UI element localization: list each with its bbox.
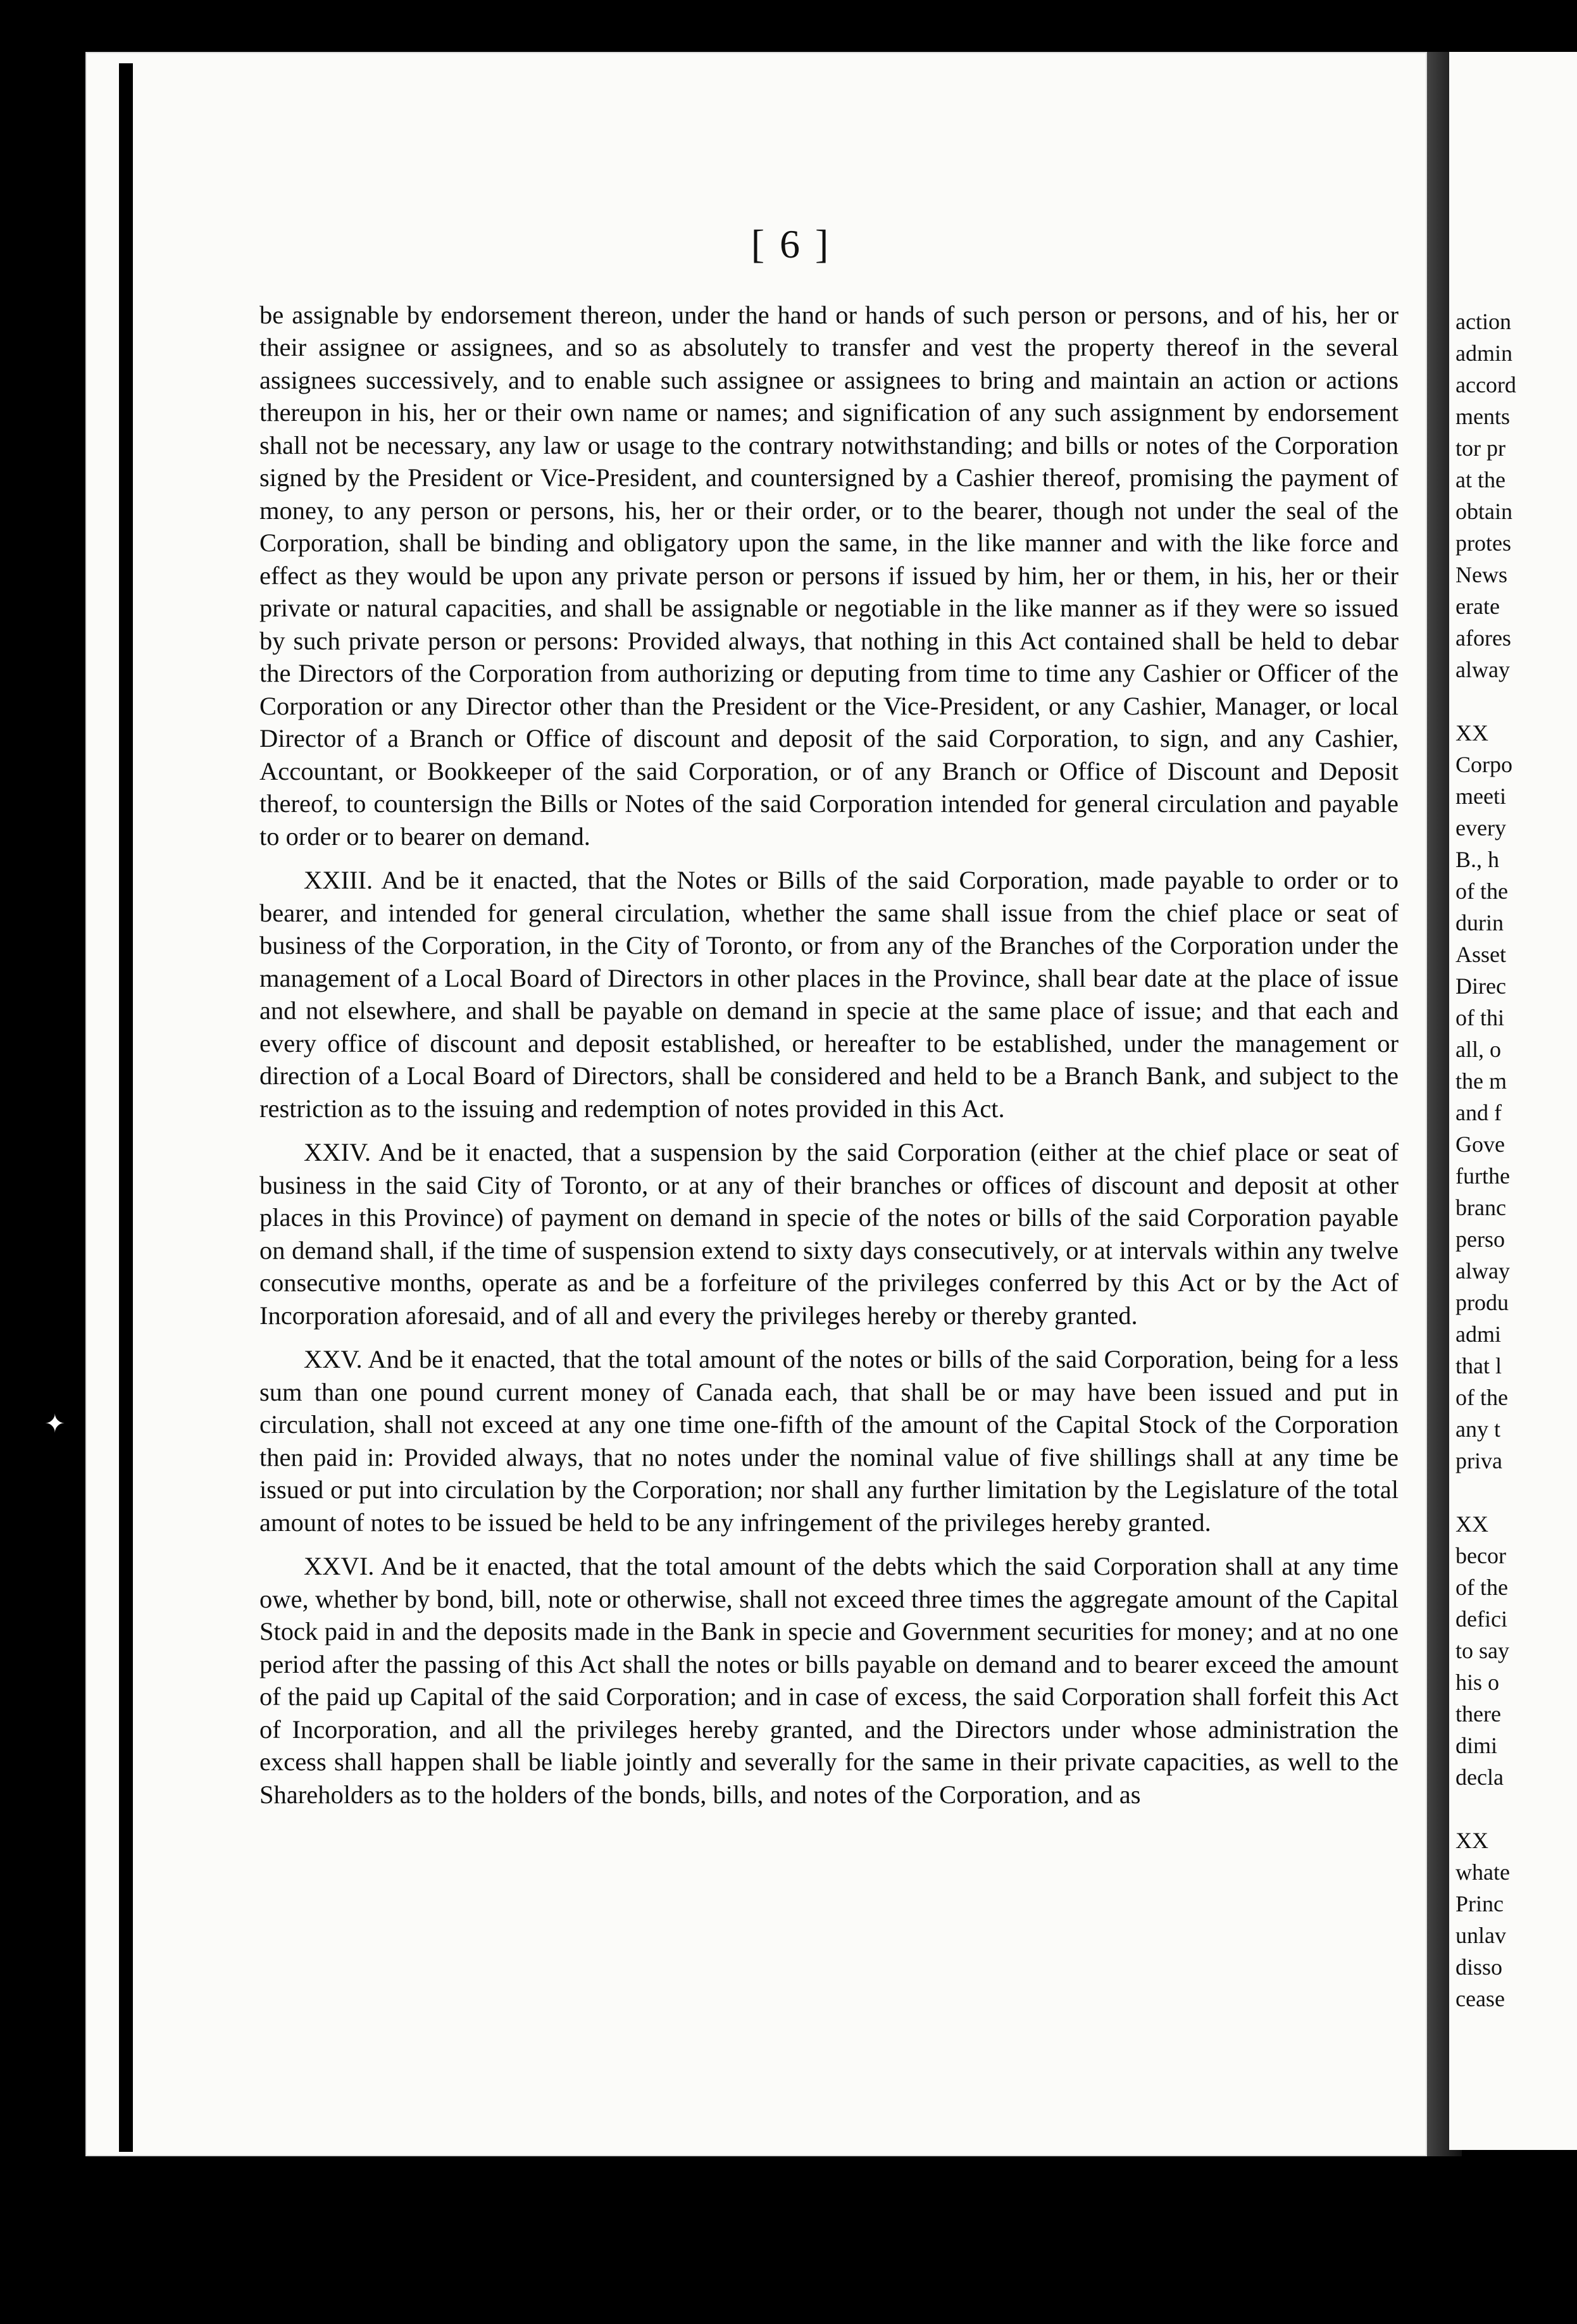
adjacent-page-fragment: of the bbox=[1455, 878, 1508, 904]
adjacent-page-fragment: B., h bbox=[1455, 847, 1500, 872]
adjacent-page-fragment: meeti bbox=[1455, 784, 1506, 809]
adjacent-page-fragment: at the bbox=[1455, 467, 1505, 492]
adjacent-page-fragment: priva bbox=[1455, 1448, 1502, 1473]
paragraph-continuation: be assignable by endorsement thereon, under the hand or hands of such person or persons, and of his, her or their assignee or assignees, and so as absolutely to transfer and vest the property thereof in the several assignees successively, and to enable such assignee or assignees to bring and maintain an action or actions thereupon in his, her or their own name or names; and signification of any such assignment by endorsement shall not be necessary, any law or usage to the contrary notwithstanding; and bills or notes of the Corporation signed by the President or Vice-President, and countersigned by a Cashier thereof, promising the payment of money, to any person or persons, his, her or their order, or to the bearer, though not under the seal of the Corporation, shall be binding and obligatory upon the same, in the like manner and with the like force and effect as they would be upon any private person or persons if issued by him, her or them, in his, her or their private or natural capacities, and shall be assignable or negotiable in the like manner as if they were so issued by such private person or persons: Provided always, that nothing in this Act contained shall be held to debar the Directors of the Corporation from authorizing or deputing from time to time any Cashier or Officer of the Corporation or any Director other than the President or the Vice-President, or any Cashier, Manager, or local Director of a Branch or Office of discount and deposit of the said Corporation, to sign, and any Cashier, Accountant, or Bookkeeper of the said Corporation, or of any Branch or Office of Discount and Deposit thereof, to countersign the Bills or Notes of the said Corporation intended for general circulation and payable to order or to bearer on demand. bbox=[259, 300, 1399, 851]
adjacent-page-fragment: produ bbox=[1455, 1290, 1509, 1315]
adjacent-page-fragment: admin bbox=[1455, 340, 1512, 366]
adjacent-page-fragment: XX bbox=[1455, 720, 1488, 746]
adjacent-page-fragment: to say bbox=[1455, 1638, 1509, 1663]
adjacent-page bbox=[1449, 52, 1577, 2150]
adjacent-page-fragment: decla bbox=[1455, 1765, 1504, 1790]
adjacent-page-fragment: alway bbox=[1455, 657, 1510, 682]
adjacent-page-fragment: that l bbox=[1455, 1353, 1502, 1378]
adjacent-page-fragment: Corpo bbox=[1455, 752, 1512, 777]
adjacent-page-fragment: Gove bbox=[1455, 1132, 1505, 1157]
adjacent-page-fragment: dimi bbox=[1455, 1733, 1498, 1758]
adjacent-page-fragment: his o bbox=[1455, 1670, 1500, 1695]
adjacent-page-fragment: alway bbox=[1455, 1258, 1510, 1284]
adjacent-page-fragment: of thi bbox=[1455, 1005, 1504, 1030]
adjacent-page-fragment: protes bbox=[1455, 530, 1511, 556]
adjacent-page-fragment: becor bbox=[1455, 1543, 1506, 1568]
adjacent-page-fragment: any t bbox=[1455, 1416, 1500, 1442]
adjacent-page-fragment: perso bbox=[1455, 1227, 1505, 1252]
adjacent-page-fragment: disso bbox=[1455, 1954, 1503, 1980]
adjacent-page-fragment: furthe bbox=[1455, 1163, 1510, 1189]
adjacent-page-fragment: of the bbox=[1455, 1385, 1508, 1410]
adjacent-page-fragment: accord bbox=[1455, 372, 1516, 397]
adjacent-page-fragment: cease bbox=[1455, 1986, 1505, 2011]
adjacent-page-fragment: every bbox=[1455, 815, 1506, 840]
page-number: [ 6 ] bbox=[751, 222, 832, 266]
adjacent-page-fragment: Princ bbox=[1455, 1891, 1504, 1916]
adjacent-page-fragment: there bbox=[1455, 1701, 1501, 1727]
adjacent-page-fragment: Asset bbox=[1455, 942, 1506, 967]
adjacent-page-fragment: tor pr bbox=[1455, 435, 1505, 461]
adjacent-page-fragment: branc bbox=[1455, 1195, 1506, 1220]
adjacent-page-fragment: unlav bbox=[1455, 1923, 1506, 1948]
adjacent-page-fragment: whate bbox=[1455, 1859, 1510, 1885]
adjacent-page-fragment: obtain bbox=[1455, 499, 1512, 524]
adjacent-page-fragment: action bbox=[1455, 309, 1511, 334]
adjacent-page-fragment: ments bbox=[1455, 404, 1510, 429]
adjacent-page-fragment: erate bbox=[1455, 594, 1500, 619]
adjacent-page-fragment: XX bbox=[1455, 1828, 1488, 1853]
scan-speck-icon: ✦ bbox=[44, 1409, 66, 1439]
adjacent-page-fragment: durin bbox=[1455, 910, 1504, 935]
page-binding-edge bbox=[119, 63, 133, 2152]
adjacent-page-fragment: Direc bbox=[1455, 973, 1506, 999]
page-content bbox=[259, 222, 1399, 1822]
adjacent-page-fragment: and f bbox=[1455, 1100, 1502, 1125]
section-xxiii: XXIII. And be it enacted, that the Notes or Bills of the said Corporation, made payable to order or to bearer, and intended for general circulation, whether the same shall issue from the chief place or seat of business of the Corporation, in the City of Toronto, or from any of the Branches of the Corporation under the management of a Local Board of Directors in other places in the Province, shall bear date at the place of issue and not elsewhere, and shall be payable on demand in specie at the same place of issue; and that each and every office of discount and deposit established, or hereafter to be established, under the management or direction of a Local Board of Directors, shall be considered and held to be a Branch Bank, and subject to the restriction as to the issuing and redemption of notes provided in this Act. bbox=[259, 866, 1399, 1123]
section-xxvi: XXVI. And be it enacted, that the total amount of the debts which the said Corporation shall at any time owe, whether by bond, bill, note or otherwise, shall not exceed three times the aggregate amount of the Capital Stock paid in and the deposits made in the Bank in specie and Government securities for money; and at no one period after the passing of this Act shall the notes or bills payable on demand and to bearer exceed the amount of the paid up Capital of the said Corporation; and in case of excess, the said Corporation shall forfeit this Act of Incorporation, and all the privileges hereby granted, and the Directors under whose administration the excess shall happen shall be liable jointly and severally for the same in their private capacities, as well to the Shareholders as to the holders of the bonds, bills, and notes of the Corporation, and as bbox=[259, 1552, 1399, 1809]
adjacent-page-fragment: afores bbox=[1455, 625, 1511, 651]
section-xxv: XXV. And be it enacted, that the total amount of the notes or bills of the said Corporation, being for a less sum than one pound current money of Canada each, that shall be or may have been issued and put in circulation, shall not exceed at any one time one-fifth of the amount of the Capital Stock of the Corporation then paid in: Provided always, that no notes under the nominal value of five shillings shall at any time be issued or put into circulation by the Corporation; nor shall any further limitation by the Legislature of the total amount of notes to be issued be held to be any infringement of the privileges hereby granted. bbox=[259, 1345, 1399, 1537]
section-xxiv: XXIV. And be it enacted, that a suspension by the said Corporation (either at the chief place or seat of business in the said City of Toronto, or at any of their branches or offices of discount and deposit at other places in this Province) of payment on demand in specie of the notes or bills of the said Corporation payable on demand shall, if the time of suspension extend to sixty days consecutively, or at intervals within any twelve consecutive months, operate as and be a forfeiture of the privileges conferred by this Act or by the Act of Incorporation aforesaid, and of all and every the privileges hereby or thereby granted. bbox=[259, 1138, 1399, 1330]
adjacent-page-fragment: admi bbox=[1455, 1321, 1501, 1347]
adjacent-page-fragment: News bbox=[1455, 562, 1507, 587]
adjacent-page-fragment: all, o bbox=[1455, 1037, 1501, 1062]
adjacent-page-fragment: XX bbox=[1455, 1511, 1488, 1537]
adjacent-page-fragment: of the bbox=[1455, 1575, 1508, 1600]
adjacent-page-fragment: the m bbox=[1455, 1068, 1507, 1094]
adjacent-page-fragment: defici bbox=[1455, 1606, 1507, 1632]
